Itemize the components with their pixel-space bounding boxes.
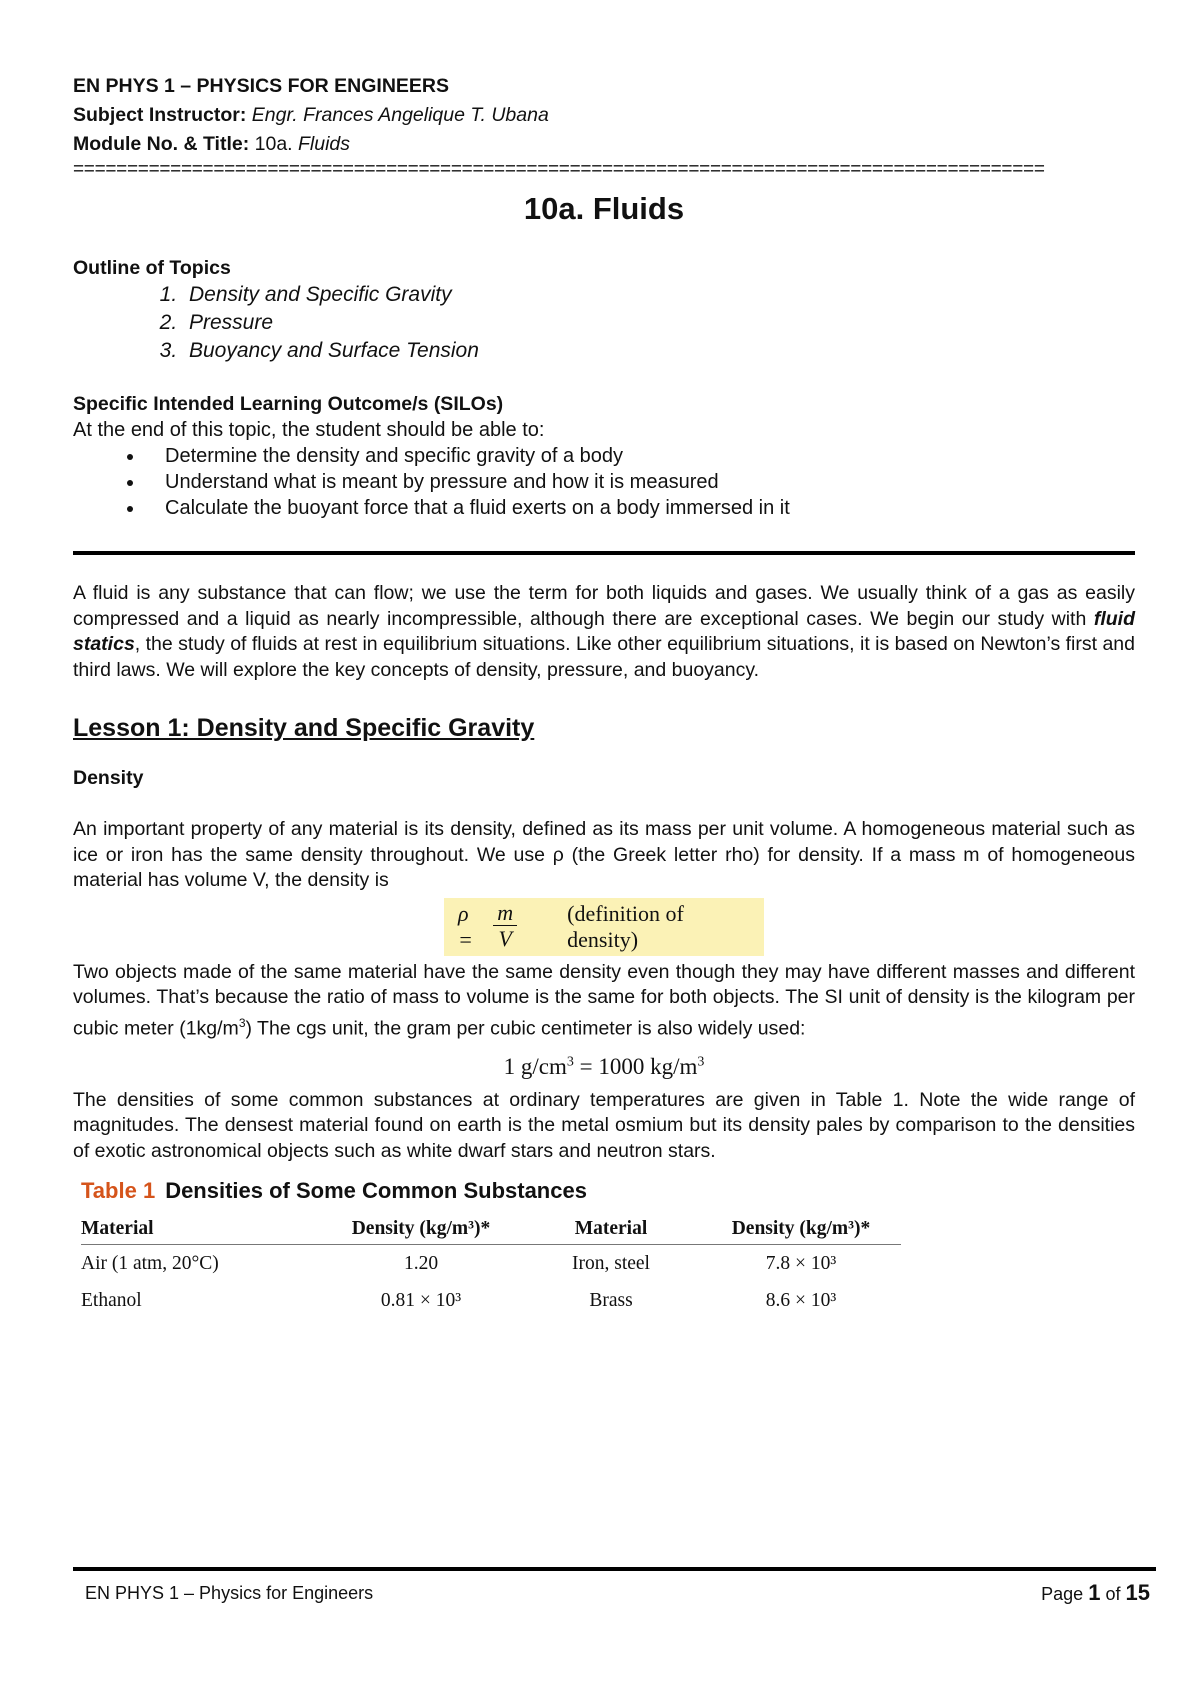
column-header: Density (kg/m³)* — [701, 1212, 901, 1245]
table-row — [81, 1245, 901, 1283]
density-formula — [73, 898, 1135, 956]
table-cell: Iron, steel — [572, 1253, 650, 1274]
module-number: 10a. — [254, 133, 293, 155]
unit-conversion: 1 $g/cm^3 = 1000$ $kg/m^3$ — [503, 1053, 705, 1079]
instructor-label: Subject Instructor: — [73, 104, 247, 126]
column-header: Material — [81, 1212, 321, 1245]
footer-course: EN PHYS 1 – Physics for Engineers — [85, 1583, 374, 1603]
instructor-line — [73, 101, 1135, 130]
formula-lhs: ρ = — [458, 900, 473, 952]
fluid-statics-term: fluid statics — [73, 607, 1135, 655]
outline-item: 2. Pressure — [183, 309, 1135, 337]
module-label: Module No. & Title: — [73, 133, 250, 155]
footer-divider — [73, 1567, 1156, 1571]
table-cell: 0.81 × 10³ — [380, 1290, 462, 1311]
document-page — [73, 72, 1135, 1319]
course-title: EN PHYS 1 – PHYSICS FOR ENGINEERS — [73, 75, 450, 97]
table-cell: 1.20 — [403, 1253, 439, 1274]
same-material-paragraph: Two objects made of the same material have the same density even though they may have different masses and different volumes. That’s because the ratio of mass to volume is the same for both objects. The SI unit of density is the kilogram per cubic meter $(1kg/m^3)$ The cgs unit, the gram per cubic centimeter is also widely used: — [73, 960, 1135, 1039]
table-label: Table 1 — [81, 1178, 156, 1203]
module-line — [73, 130, 1135, 159]
silos-intro: At the end of this topic, the student should be able to: — [73, 419, 545, 441]
lesson-heading: Lesson 1: Density and Specific Gravity — [73, 714, 535, 742]
intro-paragraph: A fluid is any substance that can flow; we use the term for both liquids and gases. We usually think of a gas as easily compressed and a liquid as nearly incompressible, although there are exceptional cases. We begin our study with fluid statics, the study of fluids at rest in equilibrium situations. Like other equilibrium situations, it is based on Newton’s first and third laws. We will explore the key concepts of density, pressure, and buoyancy. — [73, 582, 1135, 681]
table-cell: 8.6 × 10³ — [765, 1290, 837, 1311]
silos-heading: Specific Intended Learning Outcome/s (SILOs) — [73, 393, 504, 415]
density-table — [81, 1212, 901, 1319]
section-divider — [73, 551, 1135, 555]
table-caption — [81, 1178, 1135, 1204]
table-cell: Brass — [589, 1290, 633, 1311]
table-cell: Ethanol — [81, 1290, 142, 1311]
separator-line: ========================================================================================== — [73, 159, 1045, 180]
formula-denominator: V — [498, 926, 512, 951]
silo-item: • Understand what is meant by pressure and how it is measured — [145, 469, 1135, 495]
silos-list — [73, 443, 1135, 521]
outline-list — [73, 281, 1135, 365]
outline-item: 1. Density and Specific Gravity — [183, 281, 1135, 309]
outline-heading: Outline of Topics — [73, 257, 231, 279]
module-title: Fluids — [298, 133, 351, 155]
table-row — [81, 1282, 901, 1319]
outline-item: 3. Buoyancy and Surface Tension — [183, 337, 1135, 365]
table-header-row — [81, 1212, 901, 1245]
column-header: Material — [521, 1212, 701, 1245]
formula-label: (definition of density) — [567, 900, 684, 952]
formula-numerator: m — [493, 901, 517, 926]
table-cell: 7.8 × 10³ — [765, 1253, 837, 1274]
page-number: Page 1 of 15 — [1041, 1580, 1150, 1605]
silo-item: • Determine the density and specific gravity of a body — [145, 443, 1135, 469]
table-caption-text: Densities of Some Common Substances — [165, 1178, 587, 1203]
density-paragraph: An important property of any material is its density, defined as its mass per unit volume. A homogeneous material such as ice or iron has the same density throughout. We use ρ (the Greek letter rho) for density. If a mass m of homogeneous material has volume V, the density is — [73, 818, 1135, 891]
page-title: 10a. Fluids — [523, 191, 685, 226]
formula-highlight — [444, 898, 764, 956]
instructor-name: Engr. Frances Angelique T. Ubana — [251, 104, 549, 126]
formula-fraction — [493, 901, 517, 952]
total-pages: 15 — [1125, 1580, 1150, 1605]
density-subheading: Density — [73, 767, 144, 789]
column-header: Density (kg/m³)* — [321, 1212, 521, 1245]
silo-item: • Calculate the buoyant force that a fluid exerts on a body immersed in it — [145, 495, 1135, 521]
table-cell: Air (1 atm, 20°C) — [81, 1253, 219, 1274]
densities-paragraph: The densities of some common substances at ordinary temperatures are given in Table 1. Note the wide range of magnitudes. The densest material found on earth is the metal osmium but its density pales by comparison to the densities of exotic astronomical objects such as white dwarf stars and neutron stars. — [73, 1088, 1135, 1162]
current-page: 1 — [1088, 1580, 1101, 1605]
